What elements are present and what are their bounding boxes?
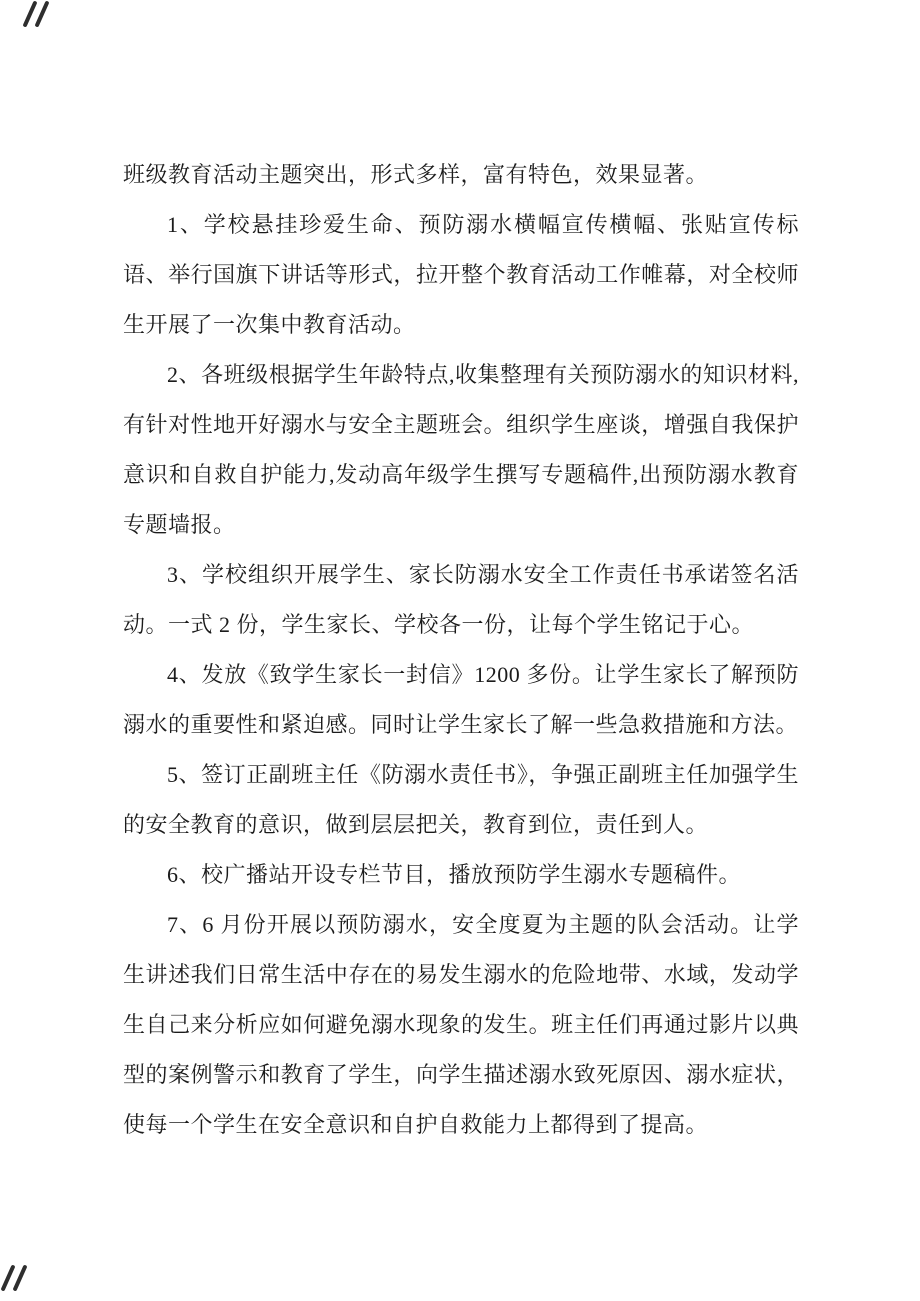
paragraph-item-3: 3、学校组织开展学生、家长防溺水安全工作责任书承诺签名活动。一式 2 份，学生家长、学校各一份，让每个学生铭记于心。 (123, 562, 799, 637)
corner-stroke (12, 1264, 27, 1291)
document-content (123, 150, 799, 1150)
paragraph-item-4: 4、发放《致学生家长一封信》1200 多份。让学生家长了解预防溺水的重要性和紧迫感。同时让学生家长了解一些急救措施和方法。 (123, 662, 799, 737)
corner-mark-bottom-icon (6, 1264, 22, 1292)
paragraph-item-6: 6、校广播站开设专栏节目，播放预防学生溺水专题稿件。 (167, 862, 742, 887)
paragraph-item-7: 7、6 月份开展以预防溺水，安全度夏为主题的队会活动。让学生讲述我们日常生活中存在的易发生溺水的危险地带、水域，发动学生自己来分析应如何避免溺水现象的发生。班主任们再通过影片以典型的案例警示和教育了学生，向学生描述溺水致死原因、溺水症状，使每一个学生在安全意识和自护自救能力上都得到了提高。 (123, 912, 799, 1137)
paragraph-intro: 班级教育活动主题突出，形式多样，富有特色，效果显著。 (123, 162, 709, 187)
paragraph-item-1: 1、学校悬挂珍爱生命、预防溺水横幅宣传横幅、张贴宣传标语、举行国旗下讲话等形式，拉开整个教育活动工作帷幕，对全校师生开展了一次集中教育活动。 (123, 212, 799, 337)
corner-mark-top-icon (28, 0, 44, 28)
corner-stroke (34, 0, 49, 27)
paragraph-item-2: 2、各班级根据学生年龄特点,收集整理有关预防溺水的知识材料,有针对性地开好溺水与安全主题班会。组织学生座谈，增强自我保护意识和自救自护能力,发动高年级学生撰写专题稿件,出预防溺水教育专题墙报。 (123, 362, 799, 537)
paragraph-item-5: 5、签订正副班主任《防溺水责任书》，争强正副班主任加强学生的安全教育的意识，做到层层把关，教育到位，责任到人。 (123, 762, 799, 837)
